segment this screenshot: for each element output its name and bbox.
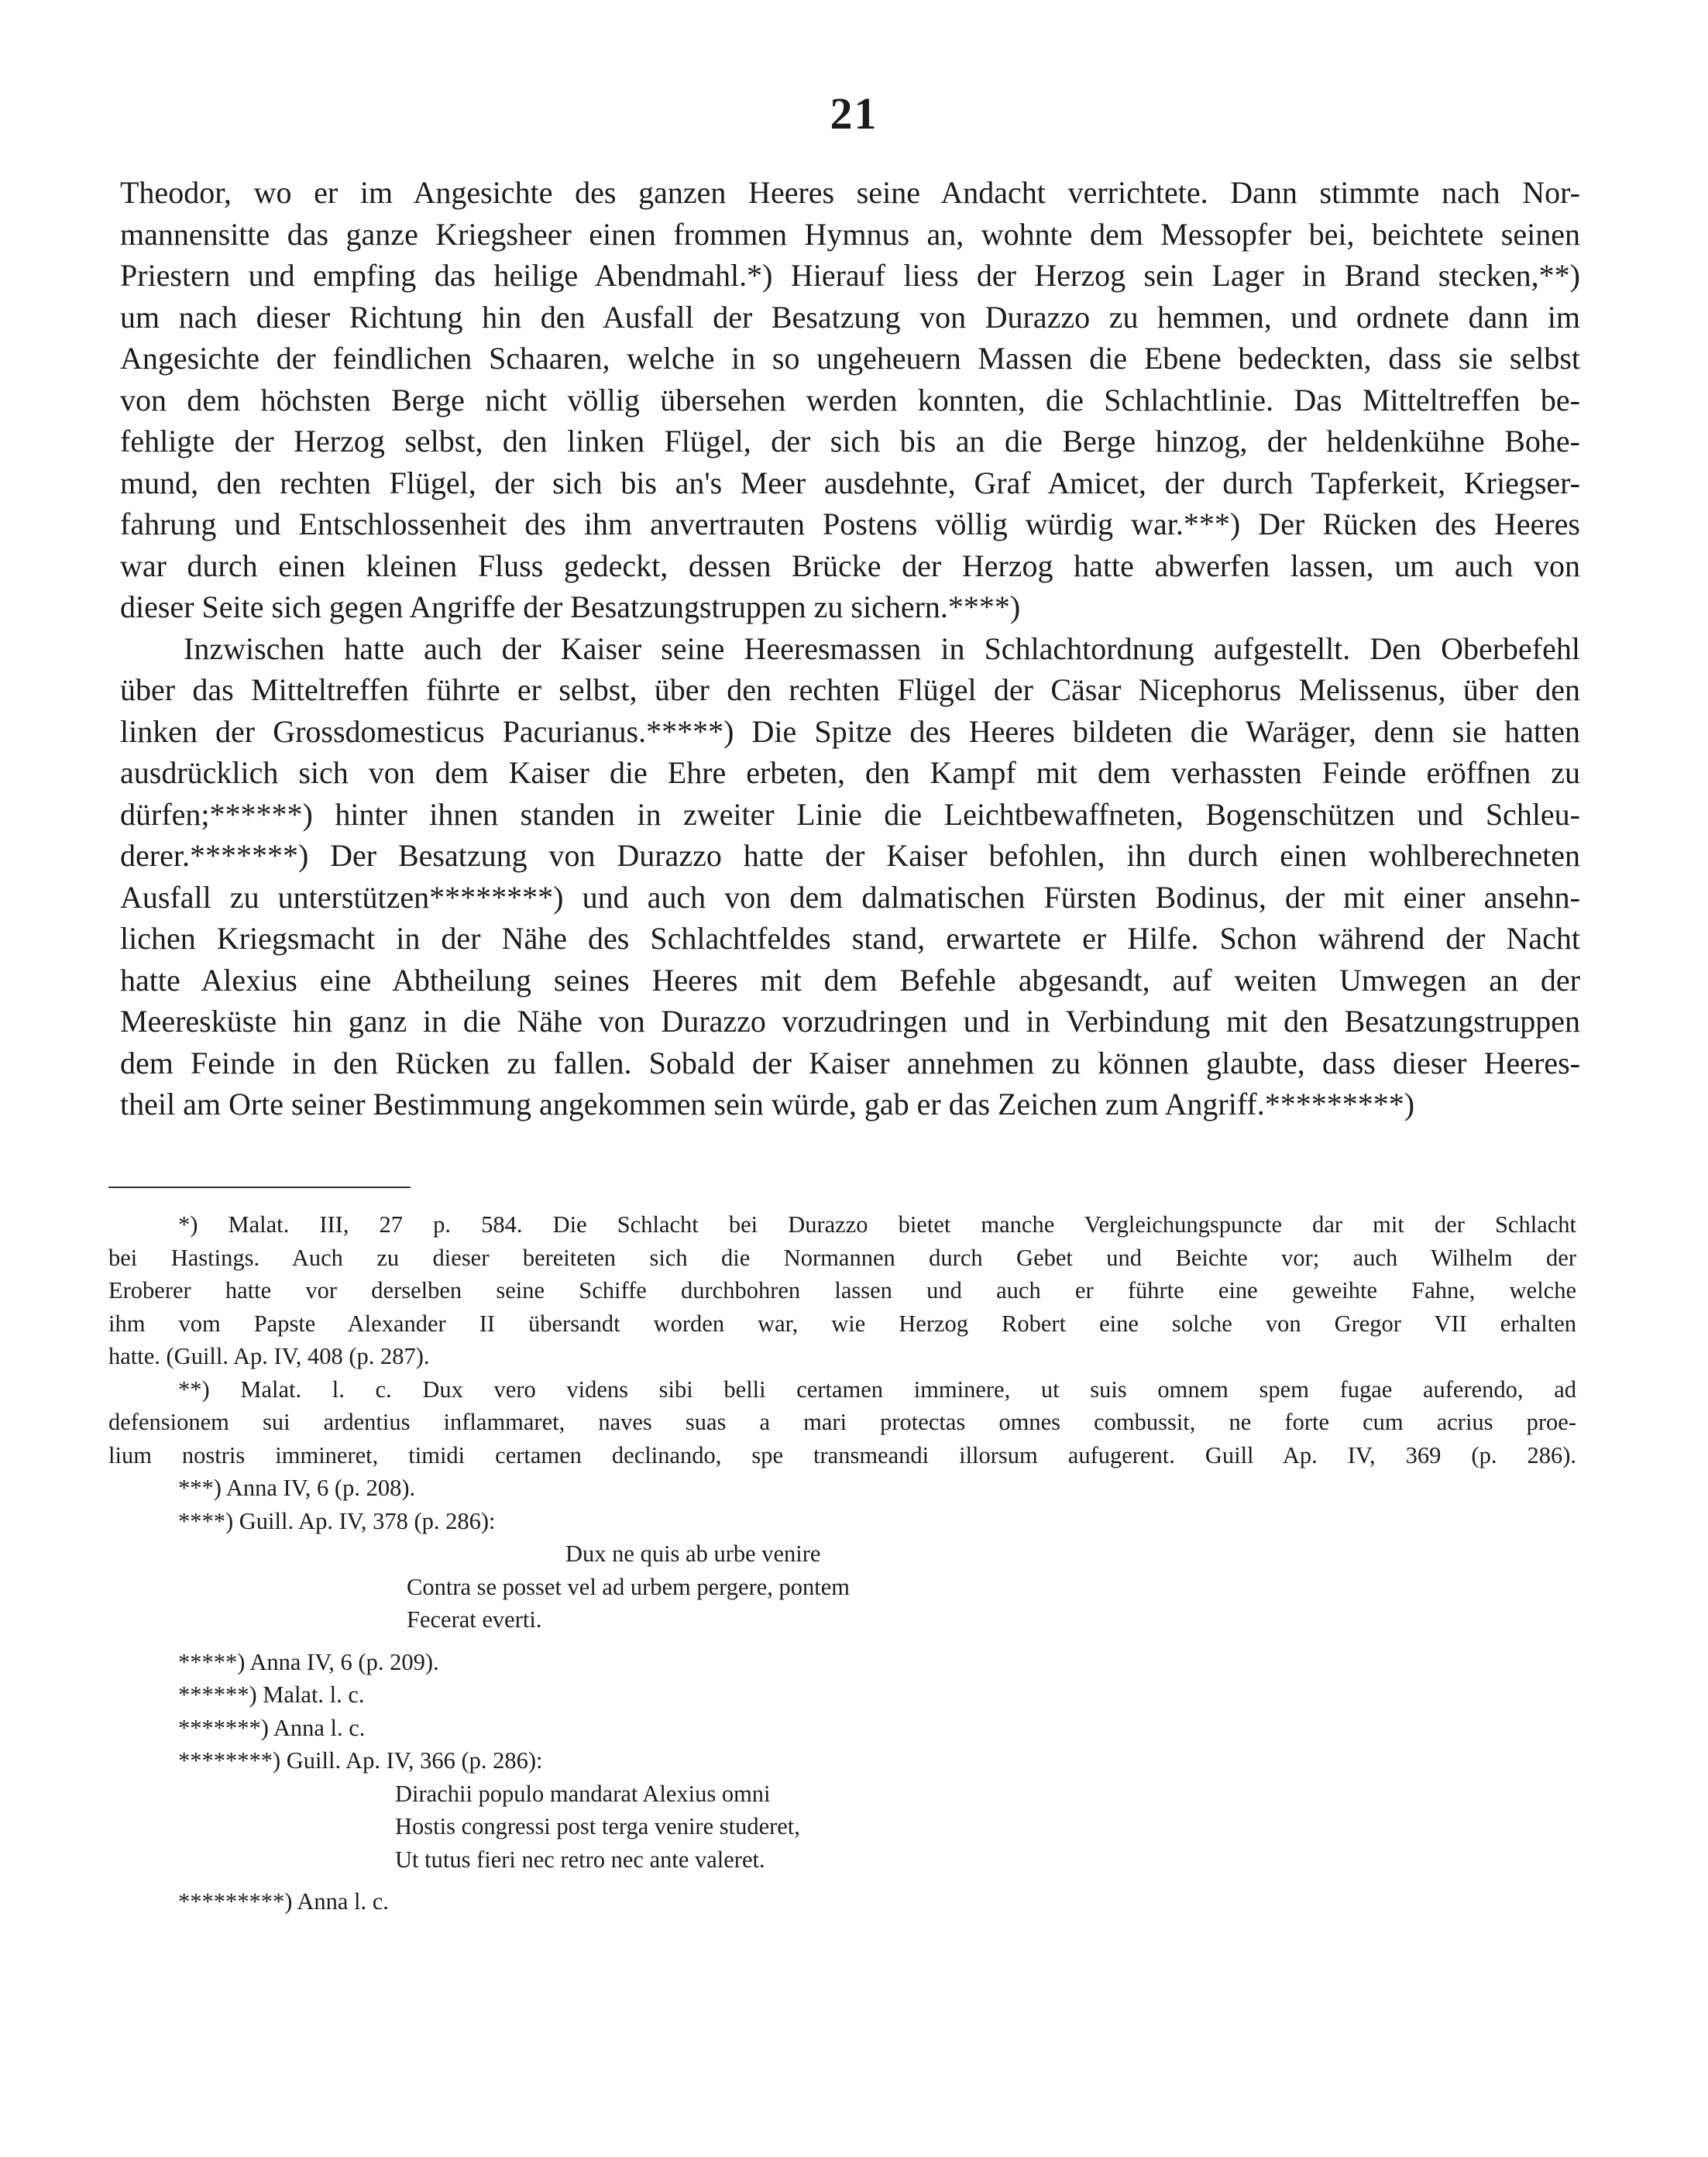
body-line: dieser Seite sich gegen Angriffe der Besatzungstruppen zu sichern.****): [120, 589, 1021, 624]
footnote-line: lium nostris immineret, timidi certamen declinando, spe transmeandi illorsum aufugerent. Guill Ap. IV, 369 (p. 286).: [108, 1441, 1576, 1468]
body-line: fahrung und Entschlossenheit des ihm anvertrauten Postens völlig würdig war.***) Der Rücken des Heeres: [120, 507, 1580, 541]
body-line: um nach dieser Richtung hin den Ausfall der Besatzung von Durazzo zu hemmen, und ordnete dann im: [120, 299, 1580, 335]
body-line: mannensitte das ganze Kriegsheer einen frommen Hymnus an, wohnte dem Messopfer bei, beichtete seinen: [120, 216, 1580, 252]
body-line: dem Feinde in den Rücken zu fallen. Sobald der Kaiser annehmen zu können glaubte, dass dieser Heeres-: [120, 1045, 1580, 1080]
footnote-line: ********) Guill. Ap. IV, 366 (p. 286):: [178, 1747, 543, 1774]
body-line: mund, den rechten Flügel, der sich bis an's Meer ausdehnte, Graf Amicet, der durch Tapferkeit, Kriegser-: [120, 465, 1580, 500]
body-line: Angesichte der feindlichen Schaaren, welche in so ungeheuern Massen die Ebene bedeckten, dass sie selbst: [120, 341, 1580, 376]
body-line: von dem höchsten Berge nicht völlig übersehen werden konnten, die Schlachtlinie. Das Mitteltreffen be-: [120, 382, 1580, 417]
footnote-line: ****) Guill. Ap. IV, 378 (p. 286):: [178, 1507, 496, 1534]
body-line: lichen Kriegsmacht in der Nähe des Schlachtfeldes stand, erwartete er Hilfe. Schon während der Nacht: [120, 921, 1580, 956]
footnote-line: ******) Malat. l. c.: [178, 1681, 365, 1708]
body-line: war durch einen kleinen Fluss gedeckt, dessen Brücke der Herzog hatte abwerfen lassen, um auch von: [120, 548, 1580, 583]
body-line: dürfen;******) hinter ihnen standen in zweiter Linie die Leichtbewaffneten, Bogenschützen und Schleu-: [120, 796, 1580, 832]
body-line: über das Mitteltreffen führte er selbst, über den rechten Flügel der Cäsar Nicephorus Melissenus, über den: [120, 672, 1580, 707]
body-line: Inzwischen hatte auch der Kaiser seine Heeresmassen in Schlachtordnung aufgestellt. Den Oberbefehl: [184, 630, 1580, 666]
body-line: Theodor, wo er im Angesichte des ganzen Heeres seine Andacht verrichtete. Dann stimmte nach Nor-: [120, 175, 1580, 210]
body-line: Priestern und empfing das heilige Abendmahl.*) Hierauf liess der Herzog sein Lager in Brand stecken,**): [120, 258, 1580, 293]
footnote-line: *****) Anna IV, 6 (p. 209).: [178, 1648, 439, 1675]
footnotes: [108, 1208, 1576, 1918]
footnote-line: *) Malat. III, 27 p. 584. Die Schlacht bei Durazzo bietet manche Vergleichungspuncte dar mit der Schlacht: [178, 1211, 1576, 1238]
body-line: fehligte der Herzog selbst, den linken Flügel, der sich bis an die Berge hinzog, der heldenkühne Bohe-: [120, 424, 1580, 459]
body-line: theil am Orte seiner Bestimmung angekommen sein würde, gab er das Zeichen zum Angriff.*********): [120, 1087, 1415, 1121]
footnote-verse: Dux ne quis ab urbe venire: [565, 1540, 821, 1567]
footnote-verse: Fecerat everti.: [407, 1606, 542, 1633]
footnote-line: defensionem sui ardentius inflammaret, naves suas a mari protectas omnes combussit, ne forte cum acrius proe-: [108, 1409, 1576, 1435]
body-text: [120, 172, 1580, 1125]
footnote-divider: [108, 1187, 411, 1188]
body-line: derer.*******) Der Besatzung von Durazzo hatte der Kaiser befohlen, ihn durch einen wohlberechneten: [120, 838, 1580, 873]
footnote-line: Eroberer hatte vor derselben seine Schiffe durchbohren lassen und auch er führte eine geweihte Fahne, welche: [108, 1277, 1576, 1303]
footnote-line: bei Hastings. Auch zu dieser bereiteten sich die Normannen durch Gebet und Beichte vor; auch Wilhelm der: [108, 1244, 1576, 1271]
footnote-line: *******) Anna l. c.: [178, 1714, 366, 1741]
footnote-line: ***) Anna IV, 6 (p. 208).: [178, 1475, 416, 1501]
footnote-verse: Contra se posset vel ad urbem pergere, pontem: [407, 1573, 850, 1600]
footnote-line: **) Malat. l. c. Dux vero videns sibi belli certamen imminere, ut suis omnem spem fugae auferendo, ad: [178, 1376, 1576, 1403]
footnote-verse: Dirachii populo mandarat Alexius omni: [395, 1780, 771, 1807]
body-line: Ausfall zu unterstützen********) und auch von dem dalmatischen Fürsten Bodinus, der mit einer ansehn-: [120, 879, 1580, 915]
footnote-line: hatte. (Guill. Ap. IV, 408 (p. 287).: [108, 1343, 430, 1369]
footnote-line: *********) Anna l. c.: [178, 1888, 389, 1915]
footnote-verse: Hostis congressi post terga venire studeret,: [395, 1813, 800, 1839]
body-line: hatte Alexius eine Abtheilung seines Heeres mit dem Befehle abgesandt, auf weiten Umwegen an der: [120, 962, 1580, 998]
footnote-verse: Ut tutus fieri nec retro nec ante valeret.: [395, 1846, 765, 1873]
footnote-line: ihm vom Papste Alexander II übersandt worden war, wie Herzog Robert eine solche von Gregor VII erhalten: [108, 1310, 1576, 1337]
body-line: Meeresküste hin ganz in die Nähe von Durazzo vorzudringen und in Verbindung mit den Besatzungstruppen: [120, 1004, 1580, 1039]
body-line: ausdrücklich sich von dem Kaiser die Ehre erbeten, den Kampf mit dem verhassten Feinde eröffnen zu: [120, 755, 1580, 790]
page-number: 21: [830, 88, 878, 139]
body-line: linken der Grossdomesticus Pacurianus.*****) Die Spitze des Heeres bildeten die Waräger, denn sie hatten: [120, 713, 1580, 749]
